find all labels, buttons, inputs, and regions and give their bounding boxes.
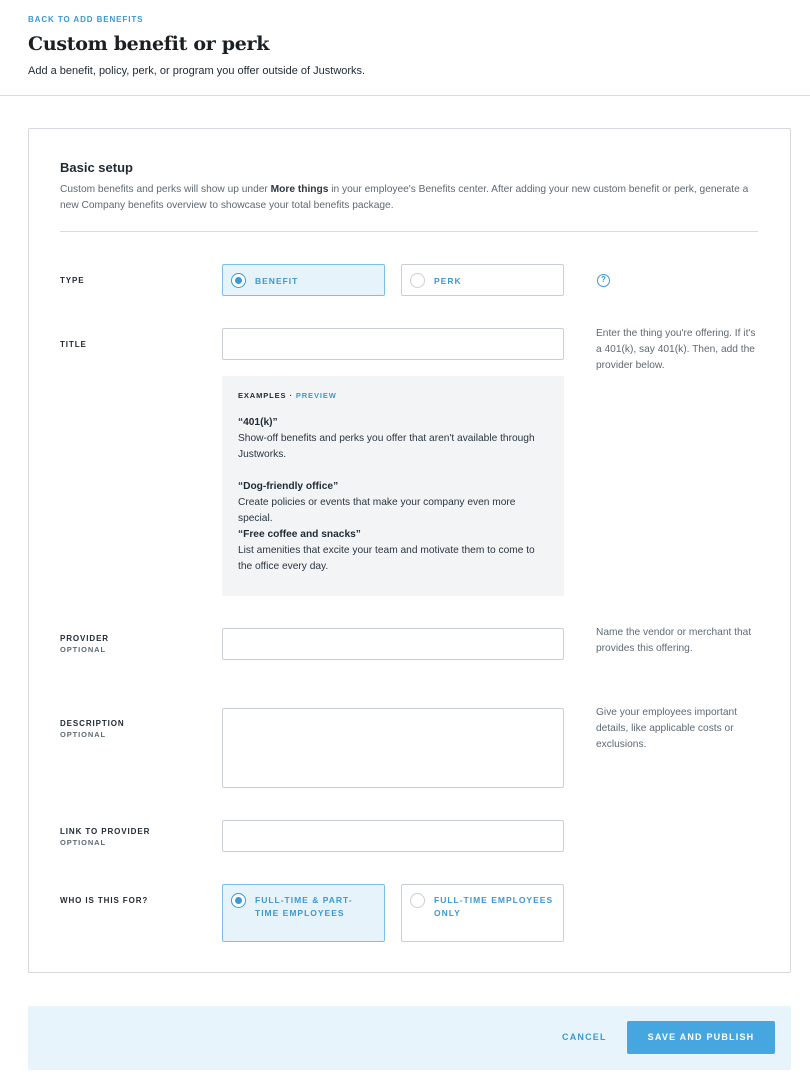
example-title: “Free coffee and snacks” xyxy=(238,529,361,540)
provider-hint: Name the vendor or merchant that provides this offering. xyxy=(596,627,752,654)
example-text: Create policies or events that make your company even more special. xyxy=(238,497,516,524)
type-option-label: BENEFIT xyxy=(255,276,299,286)
examples-panel xyxy=(222,376,564,596)
type-option-label: PERK xyxy=(434,276,462,286)
page-subtitle: Add a benefit, policy, perk, or program you offer outside of Justworks. xyxy=(28,65,366,77)
cancel-button[interactable]: CANCEL xyxy=(562,1032,607,1042)
who-is-this-for-label: WHO IS THIS FOR? xyxy=(60,896,149,905)
examples-heading: EXAMPLES · PREVIEW xyxy=(238,391,337,400)
provider-label: PROVIDER OPTIONAL xyxy=(60,634,109,654)
example-text: List amenities that excite your team and motivate them to come to the office every day. xyxy=(238,545,535,572)
title-label: TITLE xyxy=(60,340,87,349)
page-title: Custom benefit or perk xyxy=(28,33,270,55)
section-description: Custom benefits and perks will show up under More things in your employee's Benefits center. After adding your new custom benefit or perk, generate a new Company benefits overview to showcase your total benefits package. xyxy=(60,184,749,211)
back-to-add-benefits-link[interactable]: BACK TO ADD BENEFITS xyxy=(28,15,144,24)
header-divider xyxy=(0,95,810,96)
save-and-publish-button[interactable]: SAVE AND PUBLISH xyxy=(627,1021,775,1054)
audience-option-label: FULL-TIME EMPLOYEES ONLY xyxy=(434,895,554,918)
section-title: Basic setup xyxy=(60,160,133,175)
description-hint: Give your employees important details, like applicable costs or exclusions. xyxy=(596,707,737,750)
section-divider xyxy=(60,231,758,232)
radio-selected-icon xyxy=(231,273,246,288)
link-to-provider-label: LINK TO PROVIDER OPTIONAL xyxy=(60,827,151,847)
audience-option-full-time-only[interactable] xyxy=(401,884,564,942)
description-label: DESCRIPTION OPTIONAL xyxy=(60,719,125,739)
radio-selected-icon xyxy=(231,893,246,908)
type-label: TYPE xyxy=(60,276,85,285)
example-text: Show-off benefits and perks you offer that aren't available through Justworks. xyxy=(238,433,535,460)
radio-unselected-icon xyxy=(410,893,425,908)
preview-link[interactable]: PREVIEW xyxy=(295,391,337,400)
description-textarea[interactable] xyxy=(222,708,564,788)
link-to-provider-input[interactable] xyxy=(222,820,564,852)
provider-input[interactable] xyxy=(222,628,564,660)
question-circle-icon[interactable]: ? xyxy=(597,274,610,287)
radio-unselected-icon xyxy=(410,273,425,288)
title-input[interactable] xyxy=(222,328,564,360)
type-option-benefit[interactable] xyxy=(222,264,385,296)
audience-option-full-and-part-time[interactable] xyxy=(222,884,385,942)
example-title: “401(k)” xyxy=(238,417,278,428)
audience-option-label: FULL-TIME & PART-TIME EMPLOYEES xyxy=(255,895,353,918)
example-title: “Dog-friendly office” xyxy=(238,481,339,492)
title-hint: Enter the thing you're offering. If it's a 401(k), say 401(k). Then, add the provider below. xyxy=(596,328,756,371)
type-option-perk[interactable] xyxy=(401,264,564,296)
